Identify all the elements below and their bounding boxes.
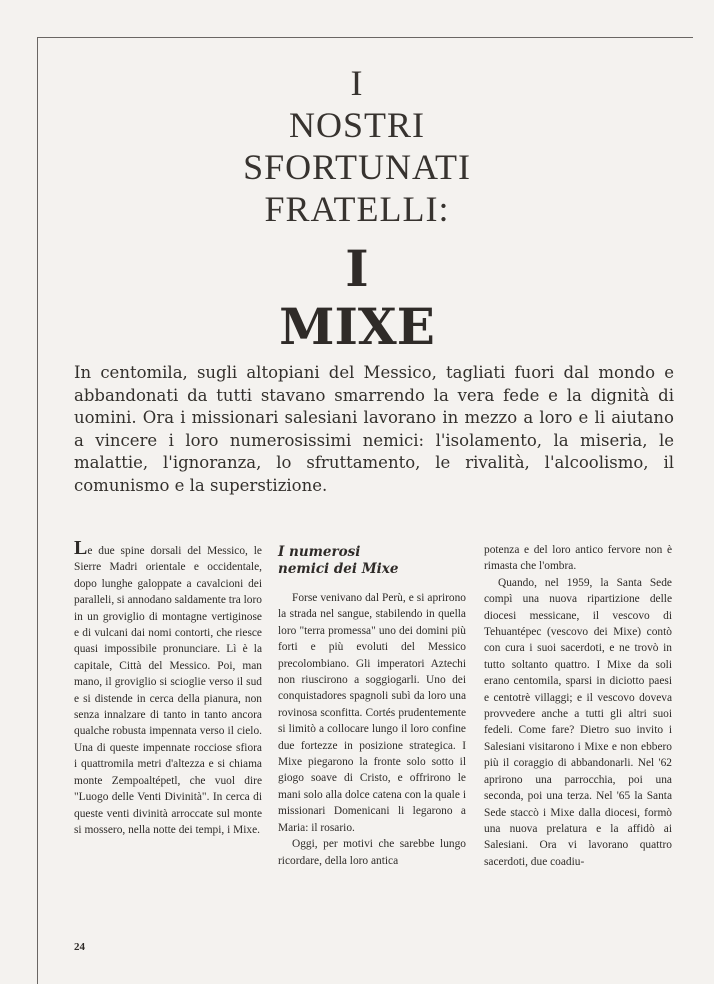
intro-paragraph: In centomila, sugli altopiani del Messico, tagliati fuori dal mondo e abbandonati da tutti stavano smarrendo la vera fede e la dignità di uomini. Ora i missionari salesiani lavorano in mezzo a loro e li aiutano a vincere i loro numerosissimi nemici: l'isolamento, la miseria, le malattie, l'ignoranza, lo sfruttamento, le rivalità, l'alcoolismo, il comunismo e la superstizione. <box>74 363 674 495</box>
article-column-2 <box>278 542 466 869</box>
title-bold-line: MIXE <box>279 297 435 356</box>
paragraph-text: e due spine dorsali del Messico, le Sierre Madri orientale e occidentale, dopo lunghe galoppate a cavalcioni dei paralleli, si annodano saldamente tra loro in un groviglio di montagne vertiginose e di vulcani dai nomi contorti, che riesce quasi impossibile pronunciare. Lì è la capitale, Città del Messico. Poi, man mano, il groviglio si scioglie verso il sud e si distende in cerca della pianura, non senza innalzare di tanto in tanto ancora qualche robusta impennata verso il cielo. Una di queste impennate rocciose sfiora i quattromila metri d'altezza e si chiama monte Zempoaltépetl, che vuol dire "Luogo delle Venti Divinità". In cerca di queste venti divinità arroccate sul monte si mossero, nella notte dei tempi, i Mixe. <box>74 545 262 836</box>
subheading-line: I numerosi <box>278 544 361 560</box>
article-column-1 <box>74 537 262 838</box>
paragraph: potenza e del loro antico fervore non è rimasta che l'ombra. <box>484 544 672 573</box>
subheading-line: nemici dei Mixe <box>278 561 399 577</box>
title-line: I <box>350 63 364 103</box>
subheading <box>278 544 466 578</box>
page-number: 24 <box>74 941 85 953</box>
article-column-3 <box>484 542 672 870</box>
drop-cap: L <box>74 537 88 559</box>
title-bold-line: I <box>345 239 369 298</box>
paragraph: Forse venivano dal Perù, e si aprirono la strada nel sangue, stabilendo in quella loro "terra promessa" uno dei domini più forti e più evoluti del Messico precolombiano. Gli imperatori Aztechi non riuscirono a soggiogarli. Uno dei conquistadores spagnoli subì da loro una rovinosa sconfitta. Cortés prudentemente si limitò a collocare lungo il loro confine due fortezze in posizione strategica. I Mixe piegarono la fronte solo sotto il giogo soave di Cristo, e offrirono le mani solo alla dolce catena con la quale i missionari Domenicani li legarono a Maria: il rosario. <box>278 592 466 834</box>
article-title <box>0 62 714 356</box>
paragraph: Oggi, per motivi che sarebbe lungo ricordare, della loro antica <box>278 838 466 867</box>
paragraph: Quando, nel 1959, la Santa Sede compì una nuova ripartizione delle diocesi messicane, il vescovo di Tehuantépec (vescovo dei Mixe) contò con cura i suoi sacerdoti, e ne trovò in tutto soltanto quattro. I Mixe da soli erano centomila, sparsi in diciotto paesi e centotrè villaggi; e il vescovo doveva provvedere anche a tutti gli altri suoi fedeli. Come fare? Dietro suo invito i Salesiani visitarono i Mixe e non ebbero più il coraggio di abbandonarli. Nel '62 aprirono una parrocchia, poi una seconda, poi una terza. Nel '65 la Santa Sede staccò i Mixe dalla diocesi, formò una nuova prelatura e la affidò ai Salesiani. Ora vi lavorano quattro sacerdoti, due coadiu- <box>484 576 672 868</box>
title-line: FRATELLI: <box>264 189 450 229</box>
title-line: SFORTUNATI <box>243 147 471 187</box>
paragraph <box>74 537 262 838</box>
title-line: NOSTRI <box>288 105 425 145</box>
